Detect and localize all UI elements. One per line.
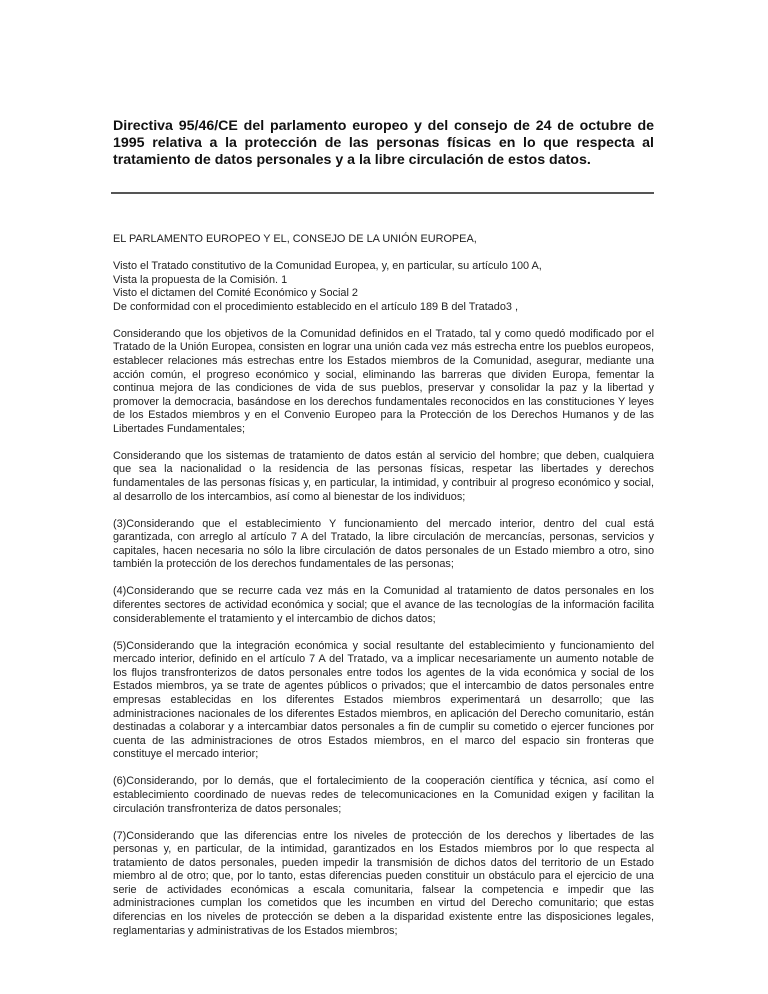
recital-paragraph: (5)Considerando que la integración económica y social resultante del establecimiento y funcionamiento del mercado interior, definido en el artículo 7 A del Tratado, va a implicar necesariamente un aumento notable de los flujos transfronterizos de datos personales entre todos los agentes de la vida económica y social de los Estados miembros, ya se trate de agentes públicos o privados; que el intercambio de datos personales entre empresas establecidas en los diferentes Estados miembros experimentará un desarrollo; que las administraciones nacionales de los diferentes Estados miembros, en aplicación del Derecho comunitario, están destinadas a colaborar y a intercambiar datos personales a fin de cumplir su cometido o ejercer funciones por cuenta de las administraciones de otros Estados miembros, en el marco del espacio sin fronteras que constituye el mercado interior;: [113, 639, 654, 761]
title-divider: [111, 192, 654, 194]
recital-paragraph: (7)Considerando que las diferencias entre los niveles de protección de los derechos y libertades de las personas y, en particular, de la intimidad, garantizados en los Estados miembros por lo que respecta al tratamiento de datos personales, pueden impedir la transmisión de dichos datos del territorio de un Estado miembro al de otro; que, por lo tanto, estas diferencias pueden constituir un obstáculo para el ejercicio de una serie de actividades económicas a escala comunitaria, falsear la competencia e impedir que las administraciones cumplan los cometidos que les incumben en virtud del Derecho comunitario; que estas diferencias en los niveles de protección se deben a la disparidad existente entre las disposiciones legales, reglamentarias y administrativas de los Estados miembros;: [113, 829, 654, 937]
visto-block: [113, 260, 654, 314]
document-title-block: [113, 118, 654, 169]
recital-paragraph: Considerando que los sistemas de tratamiento de datos están al servicio del hombre; que deben, cualquiera que sea la nacionalidad o la residencia de las personas físicas, respetar las libertades y derechos fundamentales de las personas físicas y, en particular, la intimidad, y contribuir al progreso económico y social, al desarrollo de los intercambios, así como al bienestar de los individuos;: [113, 449, 654, 503]
recital-paragraph: (4)Considerando que se recurre cada vez más en la Comunidad al tratamiento de datos personales en los diferentes sectores de actividad económica y social; que el avance de las tecnologías de la información facilita considerablemente el tratamiento y el intercambio de dichos datos;: [113, 585, 654, 625]
visto-line: Visto el Tratado constitutivo de la Comunidad Europea, y, en particular, su artículo 100 A,: [113, 259, 542, 272]
visto-line: Visto el dictamen del Comité Económico y Social 2: [113, 287, 358, 300]
preamble-heading: EL PARLAMENTO EUROPEO Y EL, CONSEJO DE LA UNIÓN EUROPEA,: [113, 233, 477, 245]
visto-line: Vista la propuesta de la Comisión. 1: [113, 273, 288, 286]
document-title: Directiva 95/46/CE del parlamento europeo y del consejo de 24 de octubre de 1995 relativa a la protección de las personas físicas en lo que respecta al tratamiento de datos personales y a la libre circulación de estos datos.: [113, 118, 654, 168]
recital-paragraph: (3)Considerando que el establecimiento Y funcionamiento del mercado interior, dentro del cual está garantizada, con arreglo al artículo 7 A del Tratado, la libre circulación de mercancías, personas, servicios y capitales, hacen necesaria no sólo la libre circulación de datos personales de un Estado miembro a otro, sino también la protección de los derechos fundamentales de las personas;: [113, 517, 654, 571]
recital-paragraph: Considerando que los objetivos de la Comunidad definidos en el Tratado, tal y como quedó modificado por el Tratado de la Unión Europea, consisten en lograr una unión cada vez más estrecha entre los pueblos europeos, establecer relaciones más estrechas entre los Estados miembros de la Comunidad, asegurar, mediante una acción común, el progreso económico y social, eliminando las barreras que dividen Europa, fementar la continua mejora de las condiciones de vida de sus pueblos, preservar y consolidar la paz y la libertad y promover la democracia, basándose en los derechos fundamentales reconocidos en las constituciones Y leyes de los Estados miembros y en el Convenio Europeo para la Protección de los Derechos Humanos y de las Libertades Fundamentales;: [113, 327, 654, 435]
recital-paragraph: (6)Considerando, por lo demás, que el fortalecimiento de la cooperación científica y técnica, así como el establecimiento coordinado de nuevas redes de telecomunicaciones en la Comunidad exigen y facilitan la circulación transfronteriza de datos personales;: [113, 775, 654, 815]
document-body: [113, 233, 654, 952]
visto-line: De conformidad con el procedimiento establecido en el artículo 189 B del Tratado3 ,: [113, 300, 519, 313]
